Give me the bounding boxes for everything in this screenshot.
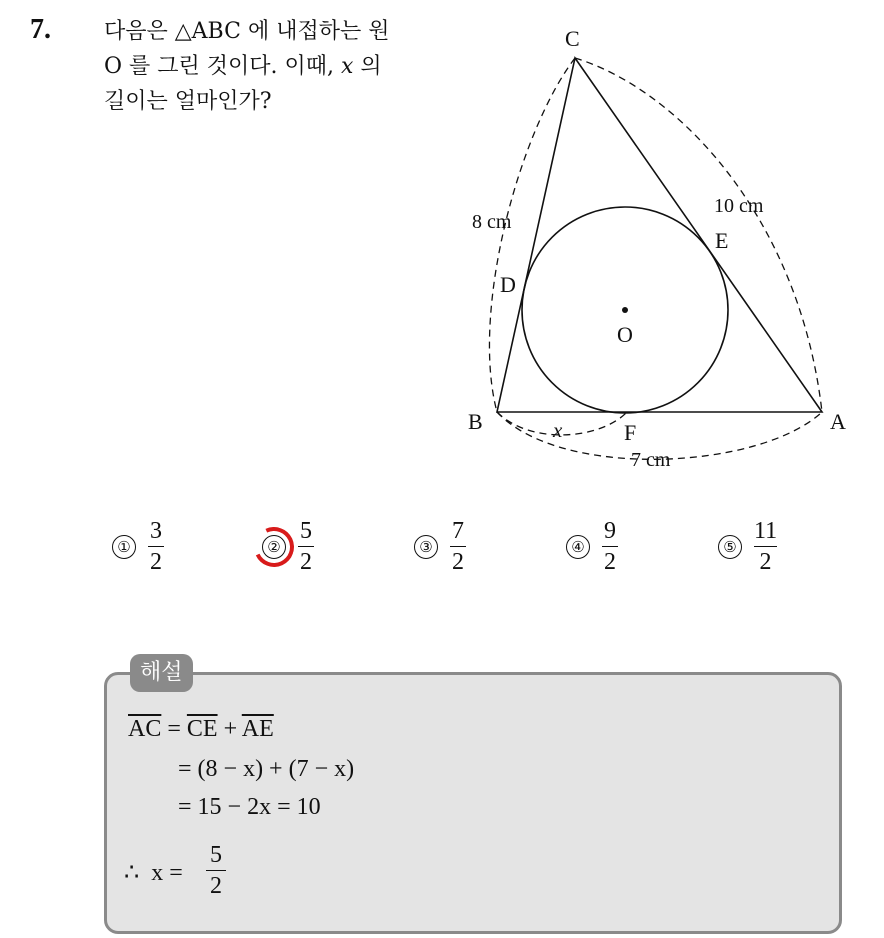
triangle-abc [497, 58, 822, 412]
choice-4-fraction [602, 518, 618, 575]
choice-2-number: ② [262, 535, 286, 559]
choice-2[interactable] [262, 518, 314, 575]
center-point [622, 307, 628, 313]
question-line-1: 다음은 △ABC 에 내접하는 원 [104, 19, 390, 44]
choice-3-fraction [450, 518, 466, 575]
label-f: F [624, 420, 637, 445]
choice-3-denominator: 2 [452, 549, 464, 575]
answer-choices [0, 518, 884, 588]
choice-5[interactable] [718, 518, 777, 575]
choice-5-numerator: 11 [754, 518, 778, 544]
choice-2-fraction [298, 518, 314, 575]
choice-4-denominator: 2 [604, 549, 616, 575]
question-variable: x [341, 54, 354, 79]
choice-3-number: ③ [414, 535, 438, 559]
equals-sign: = [161, 716, 187, 742]
choice-1-number: ① [112, 535, 136, 559]
label-d: D [500, 272, 516, 297]
selected-answer-mark [248, 521, 299, 572]
solution-conclusion: ∴ x = [124, 860, 189, 886]
length-ba: 7 cm [631, 449, 671, 471]
choice-1-numerator: 3 [150, 518, 162, 544]
question-line-2-post: 의 [353, 54, 382, 79]
label-x: x [553, 418, 563, 442]
choice-4-numerator: 9 [604, 518, 616, 544]
solution-answer-fraction [206, 842, 226, 899]
solution-line-1 [128, 716, 274, 743]
solution-line-2: = (8 − x) + (7 − x) [178, 756, 355, 782]
label-a: A [830, 409, 846, 434]
choice-1-denominator: 2 [150, 549, 162, 575]
choice-1-fraction [148, 518, 164, 575]
solution-tag: 해설 [130, 654, 193, 692]
label-c: C [565, 26, 580, 51]
choice-3-numerator: 7 [452, 518, 464, 544]
answer-numerator: 5 [210, 842, 222, 868]
segment-ac: $\overline{AC}$ [128, 716, 162, 742]
choice-2-numerator: 5 [300, 518, 312, 544]
choice-5-denominator: 2 [759, 549, 772, 575]
question-line-3: 길이는 얼마인가? [104, 89, 272, 114]
arc-bc [489, 58, 575, 412]
choice-5-number: ⑤ [718, 535, 742, 559]
choice-3[interactable] [414, 518, 466, 575]
choice-5-fraction [754, 518, 777, 575]
question-line-2-pre: O 를 그린 것이다. 이때, [104, 54, 342, 79]
choice-2-denominator: 2 [300, 549, 312, 575]
length-bc: 8 cm [472, 211, 512, 233]
answer-denominator: 2 [210, 873, 222, 899]
label-e: E [715, 228, 729, 253]
choice-4-number: ④ [566, 535, 590, 559]
segment-ae: $\overline{AE}$ [241, 716, 274, 742]
length-ca: 10 cm [714, 195, 764, 217]
segment-ce: $\overline{CE}$ [186, 716, 218, 742]
question-number: 7. [30, 14, 51, 45]
label-b: B [468, 409, 483, 434]
solution-line-3: = 15 − 2x = 10 [178, 794, 321, 820]
choice-4[interactable] [566, 518, 618, 575]
plus-sign: + [217, 716, 242, 742]
label-o: O [617, 322, 633, 347]
choice-1[interactable] [112, 518, 164, 575]
